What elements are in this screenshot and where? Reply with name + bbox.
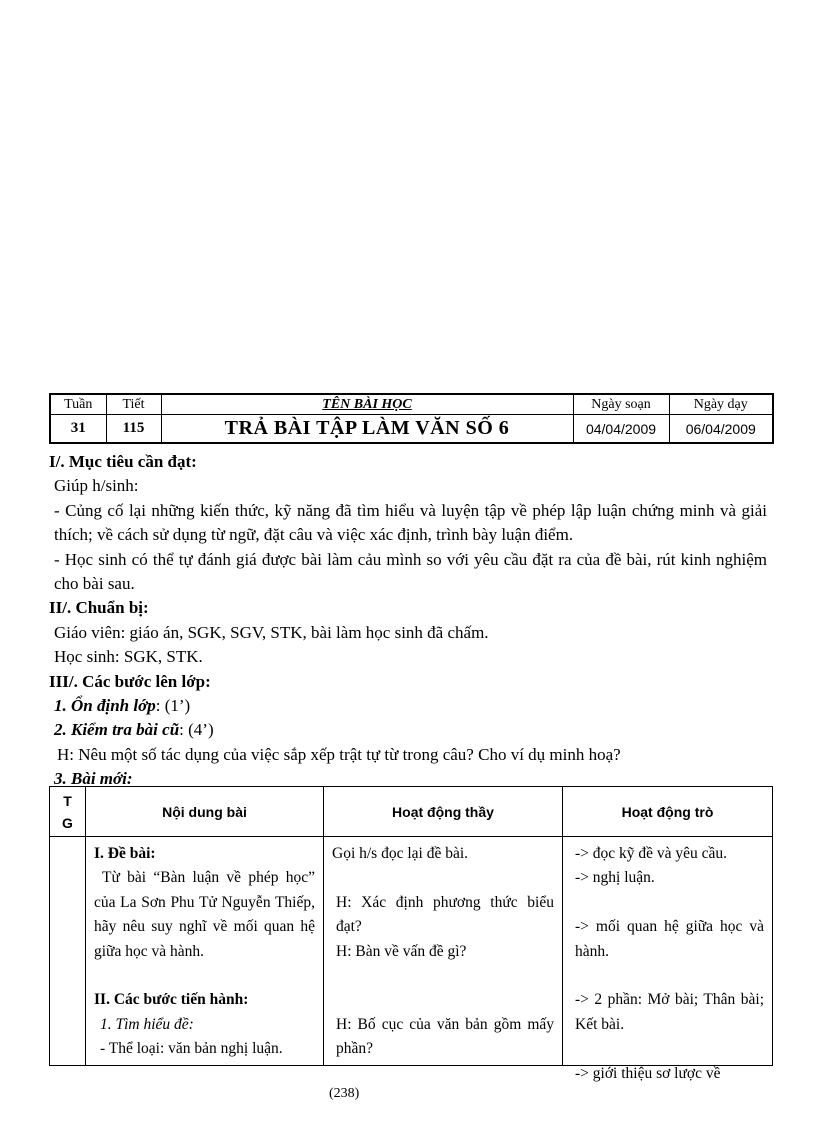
objectives-heading: I/. Mục tiêu cần đạt: <box>49 452 197 471</box>
teach-date-value: 06/04/2009 <box>669 415 773 444</box>
content-cell <box>86 837 324 1066</box>
teacher-activity-3: H: Bàn về vấn đề gì? <box>336 942 467 960</box>
col-teacher-header: Hoạt động thầy <box>324 787 563 837</box>
title-label: TÊN BÀI HỌC <box>161 394 573 415</box>
step-1-label: 1. Ổn định lớp <box>54 696 156 716</box>
teacher-activity-1: Gọi h/s đọc lại đề bài. <box>332 845 469 862</box>
step-2-question: H: Nêu một số tác dụng của việc sắp xếp trật tự từ trong câu? Cho ví dụ minh hoạ? <box>57 744 621 764</box>
prep-date-value: 04/04/2009 <box>573 415 669 444</box>
col-tg-label: T G <box>62 792 73 831</box>
topic-heading: I. Đề bài: <box>94 845 156 862</box>
step-3-label: 3. Bài mới: <box>54 769 133 789</box>
teach-date-label: Ngày dạy <box>669 394 773 415</box>
objectives-intro: Giúp h/sinh: <box>54 476 139 496</box>
objective-1: - Củng cố lại những kiến thức, kỹ năng đã tìm hiểu và luyện tập về phép lập luận chứng minh và giải thích; về cách sử dụng từ ngữ, đặt câu và việc xác định, trình bày luận điểm. <box>54 500 767 545</box>
tg-cell <box>50 837 86 1066</box>
student-activity-5: -> giới thiệu sơ lược về <box>575 1064 721 1082</box>
week-value: 31 <box>50 415 106 444</box>
col-content-header: Nội dung bài <box>86 787 324 837</box>
step-2 <box>49 718 767 742</box>
step-2-label: 2. Kiểm tra bài cũ <box>54 720 180 740</box>
student-activity-4: -> 2 phần: Mở bài; Thân bài; Kết bài. <box>575 991 764 1033</box>
page-number: (238) <box>329 1086 360 1101</box>
step-1 <box>49 694 767 718</box>
prep-heading: II/. Chuẩn bị: <box>49 598 149 618</box>
lesson-header-table <box>49 393 774 444</box>
prep-date-label: Ngày soạn <box>573 394 669 415</box>
period-label: Tiết <box>106 394 161 415</box>
content-step-1: 1. Tìm hiểu đề: <box>100 1015 194 1033</box>
step-2-time: : (4’) <box>179 720 214 740</box>
objective-2: - Học sinh có thể tự đánh giá được bài làm cảu mình so với yêu cầu đặt ra của đề bài, rút kinh nghiệm cho bài sau. <box>54 549 767 594</box>
student-activity-3: -> mối quan hệ giữa học và hành. <box>575 918 764 960</box>
col-tg-header <box>50 787 86 837</box>
prep-teacher: Giáo viên: giáo án, SGK, SGV, STK, bài làm học sinh đã chấm. <box>54 622 489 642</box>
content-steps-heading: II. Các bước tiến hành: <box>94 991 249 1009</box>
lesson-plan-body <box>49 450 767 792</box>
period-value: 115 <box>106 415 161 444</box>
topic-text: Từ bài “Bàn luận về phép học” của La Sơn Phu Tử Nguyễn Thiếp, hãy nêu suy nghĩ về mối quan hệ giữa học và hành. <box>94 869 315 960</box>
student-cell <box>563 837 773 1082</box>
step-1-time: : (1’) <box>155 696 191 716</box>
teacher-activity-2: H: Xác định phương thức biểu đạt? <box>336 893 554 936</box>
teacher-activity-4: H: Bố cục của văn bản gồm mấy phần? <box>336 1015 554 1058</box>
teacher-cell <box>324 837 563 1066</box>
lesson-activity-table <box>49 786 773 1082</box>
steps-heading: III/. Các bước lên lớp: <box>49 671 211 691</box>
week-label: Tuần <box>50 394 106 415</box>
lesson-title: TRẢ BÀI TẬP LÀM VĂN SỐ 6 <box>161 415 573 444</box>
prep-student: Học sinh: SGK, STK. <box>54 647 203 667</box>
student-activity-2: -> nghị luận. <box>575 869 655 887</box>
col-student-header: Hoạt động trò <box>563 787 773 837</box>
student-activity-1: -> đọc kỹ đề và yêu cầu. <box>575 845 728 862</box>
content-genre: - Thể loại: văn bản nghị luận. <box>100 1040 283 1058</box>
